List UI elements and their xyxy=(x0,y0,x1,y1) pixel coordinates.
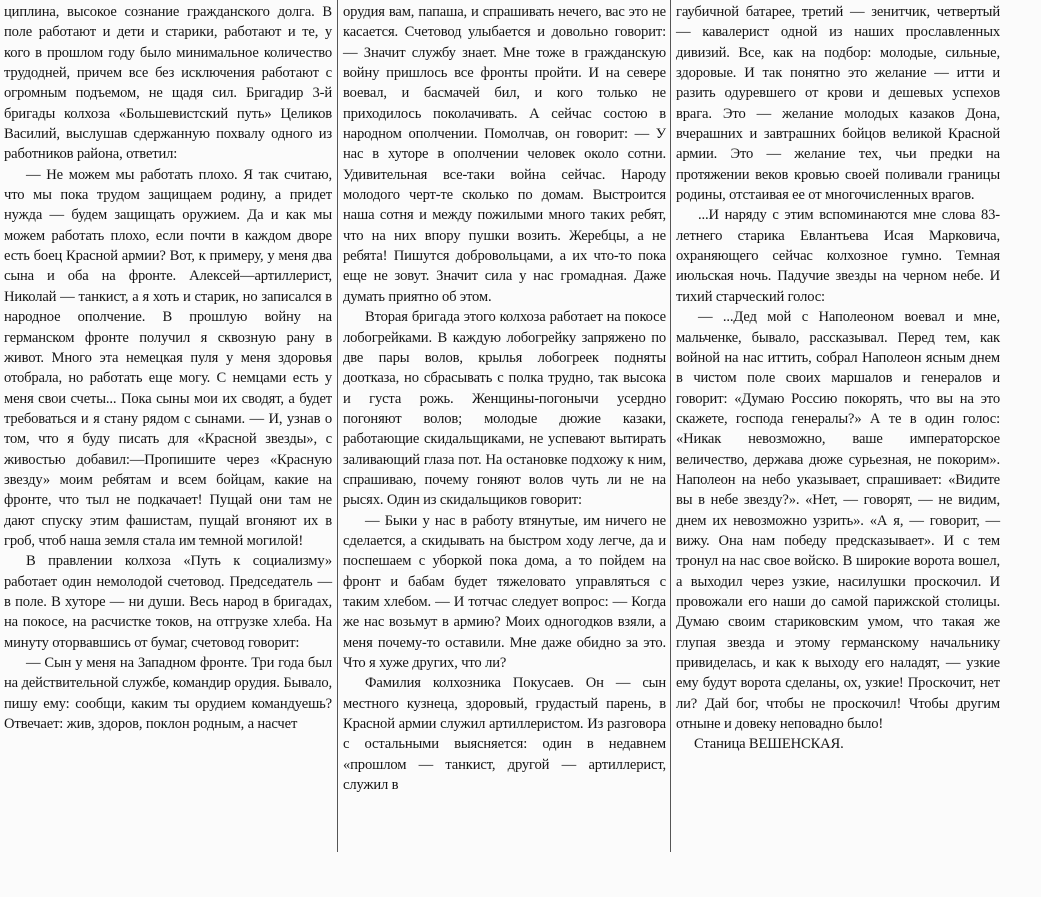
paragraph: орудия вам, папаша, и спрашивать нечего, вас это не касается. Счетовод улыбается и довольно говорит: — Значит службу знает. Мне тоже в гражданскую войну пришлось все фронты пройти. И на севере воевал, и басмачей бил, и кого только не приходилось поколачивать. А сейчас состою в народном ополчении. Помолчав, он говорит: — У нас в хуторе в ополчении человек около сотни. Удивительная все-таки война сейчас. Народу молодого черт-те сколько по домам. Выстроится наша сотня и между пожилыми много таких ребят, что на них впору пушки возить. Жеребцы, а не ребята! Пишутся добровольцами, а их что-то пока еще не зовут. Значит сила у нас громадная. Даже думать приятно об этом. xyxy=(343,4,666,305)
article-column-3 xyxy=(676,2,1000,755)
paragraph: ...И наряду с этим вспоминаются мне слова 83-летнего старика Евлантьева Исая Марковича, охраняющего сейчас колхозное гумно. Темная июльская ночь. Падучие звезды на черном небе. И тихий старческий голос: xyxy=(676,207,1000,305)
paragraph: циплина, высокое сознание гражданского долга. В поле работают и дети и старики, работают и те, у кого в прошлом году было минимальное количество трудодней, причем все без исключения работают с огромным подъемом, не щадя сил. Бригадир 3-й бригады колхоза «Большевистский путь» Целиков Василий, выслушав сдержанную похвалу одного из работников района, ответил: xyxy=(4,4,332,163)
paragraph: — Сын у меня на Западном фронте. Три года был на действительной службе, командир орудия. Бывало, пишу ему: сообщи, каким ты орудием командуешь? Отвечает: жив, здоров, поклон родным, а насчет xyxy=(4,655,332,733)
paragraph: Фамилия колхозника Покусаев. Он — сын местного кузнеца, здоровый, грудастый парень, в Красной армии служил артиллеристом. Из разговора с остальными выясняется: один в недавнем «прошлом — танкист, другой — артиллерист, служил в xyxy=(343,675,666,794)
paragraph: Вторая бригада этого колхоза работает на покосе лобогрейками. В каждую лобогрейку запряжено по две пары волов, крылья лобогреек подняты доотказа, но сбрасывать с полка трудно, так высока и густа рожь. Женщины-погонычи усердно погоняют волов; молодые дюжие казаки, работающие скидальщиками, не успевают вытирать заливающий глаза пот. На остановке подхожу к ним, спрашиваю, почему гоняют волов чуть ли не на рысях. Один из скидальщиков говорит: xyxy=(343,309,666,509)
column-rule xyxy=(670,0,671,852)
paragraph: — Быки у нас в работу втянутые, им ничего не сделается, а скидывать на быстром ходу легче, да и поспешаем с уборкой пока дома, а то пойдем на фронт и бабам будет тяжеловато управляться с таким хлебом. — И тотчас следует вопрос: — Когда же нас возьмут в армию? Моих одногодков взяли, а меня почему-то оставили. Мне даже обидно за это. Что я хуже других, что ли? xyxy=(343,512,666,671)
paragraph: — ...Дед мой с Наполеоном воевал и мне, мальченке, бывало, рассказывал. Перед тем, как войной на нас иттить, собрал Наполеон ясным днем в чистом поле своих маршалов и генералов и говорит: «Думаю Россию покорять, что вы на это скажете, господа генералы?» А те в один голос: «Никак невозможно, ваше императорское величество, держава дюже сурьезная, не покорим». Наполеон на небо указывает, спрашивает: «Видите вы в небе звезду?». «Нет, — говорят, — не видим, днем их невозможно узрить». «А я, — говорит, — вижу. Она нам победу предсказывает». И с тем тронул на нас свое войско. В широкие ворота вошел, а выходил через узкие, насилушки проскочил. И провожали его наши до самой парижской столицы. Думаю своим стариковским умом, что такая же глупая звезда и этому германскому начальнику привиделась, и как к выходу его наладят, — узкие ему будут ворота сделаны, ох, узкие! Проскочит, нет ли? Дай бог, чтобы не проскочил! Чтобы другим отныне и довеку неповадно было! xyxy=(676,309,1000,733)
paragraph: — Не можем мы работать плохо. Я так считаю, что мы пока трудом защищаем родину, а придет нужда — будем защищать оружием. Да и как мы можем работать плохо, если почти в каждом дворе есть боец Красной армии? Вот, к примеру, у меня два сына и оба на фронте. Алексей—артиллерист, Николай — танкист, а я хоть и старик, но записался в народное ополчение. В прошлую войну на германском фронте получил я сквозную рану в живот. Много эта немецкая пуля у меня здоровья отобрала, но работать еще могу. С немцами есть у меня свои счеты... Пока сыны мои их сводят, а будет требоваться и я стану рядом с сынами. — И, узнав о том, что я буду писать для «Красной звезды», с живостью добавил:—Пропишите через «Красную звезду» моим ребятам и всем бойцам, какие на фронте, что тыл не подкачает! Пущай они там не дают спуску этим фашистам, пущай вгоняют их в гроб, чтоб наша земля стала им темной могилой! xyxy=(4,166,332,549)
column-rule xyxy=(337,0,338,852)
article-column-1 xyxy=(4,2,332,734)
paragraph: гаубичной батарее, третий — зенитчик, четвертый — кавалерист одной из наших прославленных дивизий. Все, как на подбор: молодые, сильные, здоровые. И так понятно это желание — итти и разить одуревшего от крови и дешевых успехов врага. Это — желание молодых казаков Дона, вчерашних и завтрашних бойцов великой Красной армии. Это — желание тех, чьи предки на протяжении веков кровью своей поливали границы родины, отстаивая ее от многочисленных врагов. xyxy=(676,4,1000,204)
dateline: Станица ВЕШЕНСКАЯ. xyxy=(694,736,844,753)
article-column-2 xyxy=(343,2,666,795)
paragraph: В правлении колхоза «Путь к социализму» работает один немолодой счетовод. Председатель — в поле. В хуторе — ни души. Весь народ в бригадах, на покосе, на расчистке токов, на отгрузке хлеба. На минуту оторвавшись от бумаг, счетовод говорит: xyxy=(4,553,332,651)
